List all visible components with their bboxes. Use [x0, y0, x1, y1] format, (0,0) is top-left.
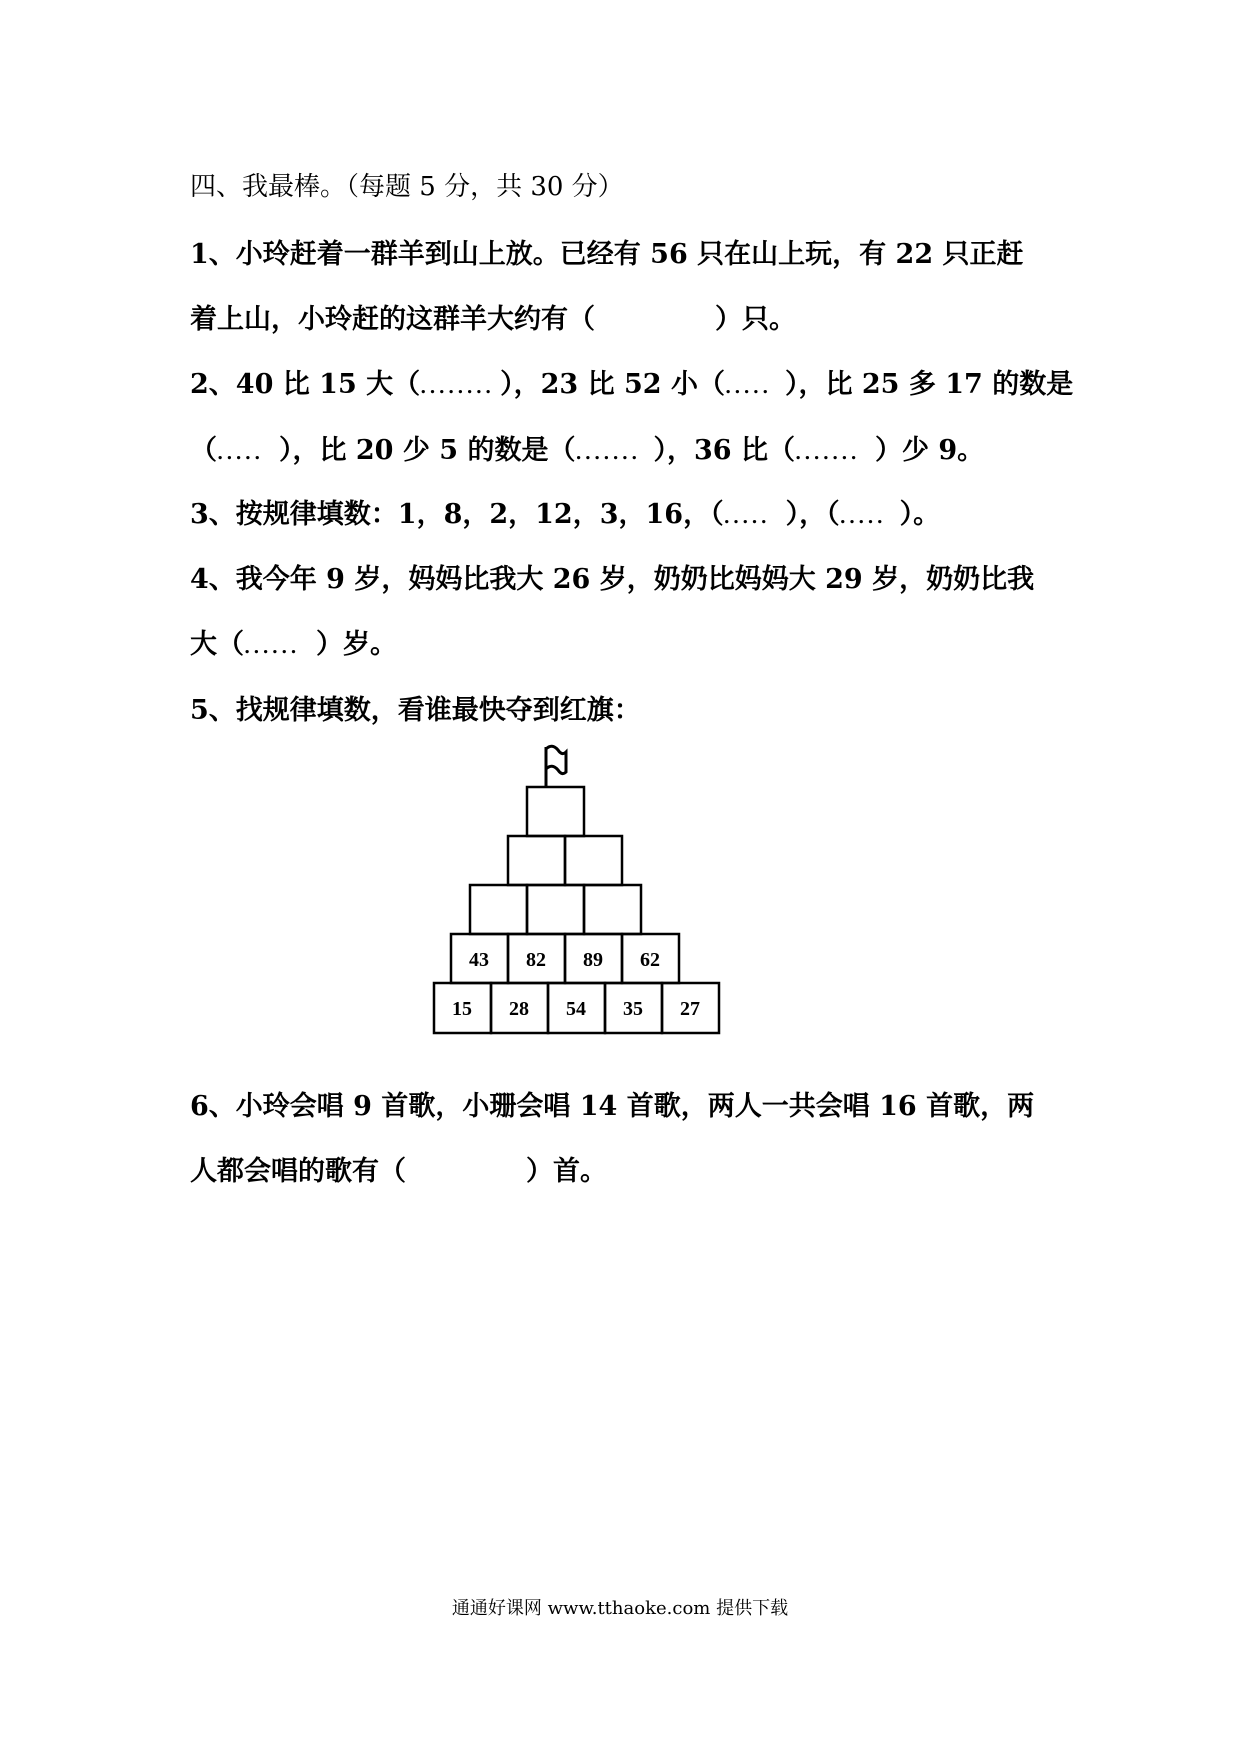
answer-blank[interactable]: .......	[794, 443, 860, 464]
question-4-text-b: ）岁。	[316, 629, 397, 660]
question-1-text-a: 着上山，小玲赶的这群羊大约有（	[190, 304, 595, 335]
question-2-text-f: ），36 比（	[653, 435, 795, 466]
pyramid-cell[interactable]	[508, 836, 565, 885]
answer-blank[interactable]: .....	[725, 377, 772, 398]
pyramid-cell[interactable]	[527, 885, 584, 934]
question-3-text-a: 3、按规律填数：1，8，2，12，3，16，（	[190, 499, 724, 530]
question-1-text-b: ）只。	[715, 304, 796, 335]
section-title: 四、我最棒。（每题 5 分，共 30 分）	[190, 172, 624, 202]
pyramid-number: 27	[680, 998, 700, 1020]
question-5: 5、找规律填数，看谁最快夺到红旗：	[190, 695, 641, 726]
answer-blank[interactable]: ......	[244, 637, 300, 658]
question-2-text-e: ），比 20 少 5 的数是（	[279, 435, 576, 466]
answer-blank[interactable]: .......	[575, 443, 641, 464]
answer-blank[interactable]: .....	[839, 507, 886, 528]
pyramid-number: 54	[566, 998, 586, 1020]
question-6-text-a: 人都会唱的歌有（	[190, 1156, 406, 1187]
pyramid-cell[interactable]	[527, 787, 584, 836]
question-2-text-b: ），23 比 52 小（	[500, 369, 725, 400]
question-3-text-c: ）。	[899, 499, 941, 530]
question-3-text-b: ），（	[785, 499, 840, 530]
footer-text: 通通好课网 www.tthaoke.com 提供下载	[451, 1598, 789, 1619]
pyramid-cell[interactable]	[584, 885, 641, 934]
pyramid-cell[interactable]	[565, 836, 622, 885]
question-4-text-a: 大（	[190, 629, 244, 660]
pyramid-number: 82	[526, 949, 546, 971]
answer-blank[interactable]: ........	[420, 377, 495, 398]
pyramid-number: 43	[469, 949, 489, 971]
question-2-text-d: （	[190, 435, 217, 466]
question-2-text-g: ）少 9。	[874, 435, 985, 466]
pyramid-cell[interactable]	[470, 885, 527, 934]
question-1-line-1: 1、小玲赶着一群羊到山上放。已经有 56 只在山上玩，有 22 只正赶	[190, 239, 1024, 270]
question-6-line-1: 6、小玲会唱 9 首歌，小珊会唱 14 首歌，两人一共会唱 16 首歌，两	[190, 1091, 1035, 1122]
pyramid-number: 62	[640, 949, 660, 971]
question-6-line-2	[190, 1149, 607, 1188]
question-2-text-a: 2、40 比 15 大（	[190, 369, 421, 400]
answer-blank[interactable]: .....	[217, 443, 264, 464]
flag-icon	[546, 746, 566, 787]
answer-blank[interactable]: .....	[723, 507, 770, 528]
pyramid-number: 89	[583, 949, 603, 971]
pyramid-number: 35	[623, 998, 643, 1020]
question-2-text-c: ），比 25 多 17 的数是	[785, 369, 1074, 400]
pyramid-number: 15	[452, 998, 472, 1020]
question-6-text-b: ）首。	[526, 1156, 607, 1187]
pyramid-number: 28	[509, 998, 529, 1020]
question-4-line-1: 4、我今年 9 岁，妈妈比我大 26 岁，奶奶比妈妈大 29 岁，奶奶比我	[190, 564, 1035, 595]
